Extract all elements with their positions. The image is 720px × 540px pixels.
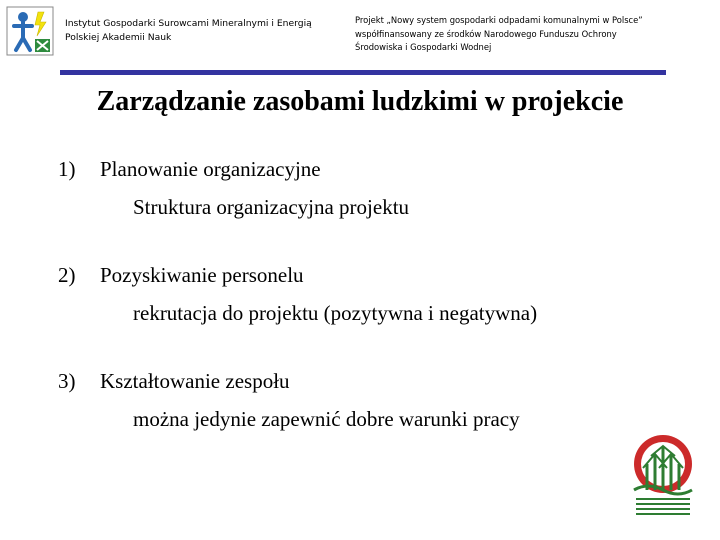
project-line-1: Projekt „Nowy system gospodarki odpadami komunalnymi w Polsce” [355, 15, 643, 25]
list-item [58, 369, 698, 475]
item-subtext: rekrutacja do projektu (pozytywna i negatywna) [133, 301, 538, 325]
institute-name-line: Instytut Gospodarki Surowcami Mineralnymi i Energią [65, 18, 312, 29]
slide-title: Zarządzanie zasobami ludzkimi w projekcie [96, 86, 624, 117]
item-number: 1) [58, 157, 76, 181]
item-number: 2) [58, 263, 76, 287]
item-heading: Kształtowanie zespołu [100, 369, 290, 393]
header-divider [60, 70, 666, 75]
institute-logo-icon [6, 6, 54, 56]
institute-academy-line: Polskiej Akademii Nauk [65, 32, 172, 43]
fund-logo-icon [628, 434, 698, 522]
project-line-2: współfinansowany ze środków Narodowego Funduszu Ochrony [355, 28, 617, 39]
topic-list [58, 157, 698, 475]
list-item [58, 157, 698, 263]
project-line-3: Środowiska i Gospodarki Wodnej [355, 42, 492, 52]
item-heading: Pozyskiwanie personelu [100, 263, 304, 287]
item-subtext: można jedynie zapewnić dobre warunki pracy [133, 407, 520, 431]
item-subtext: Struktura organizacyjna projektu [133, 195, 410, 219]
item-number: 3) [58, 369, 76, 393]
list-item [58, 263, 698, 369]
project-header [355, 14, 695, 55]
item-heading: Planowanie organizacyjne [100, 157, 321, 181]
institute-header [65, 17, 335, 45]
